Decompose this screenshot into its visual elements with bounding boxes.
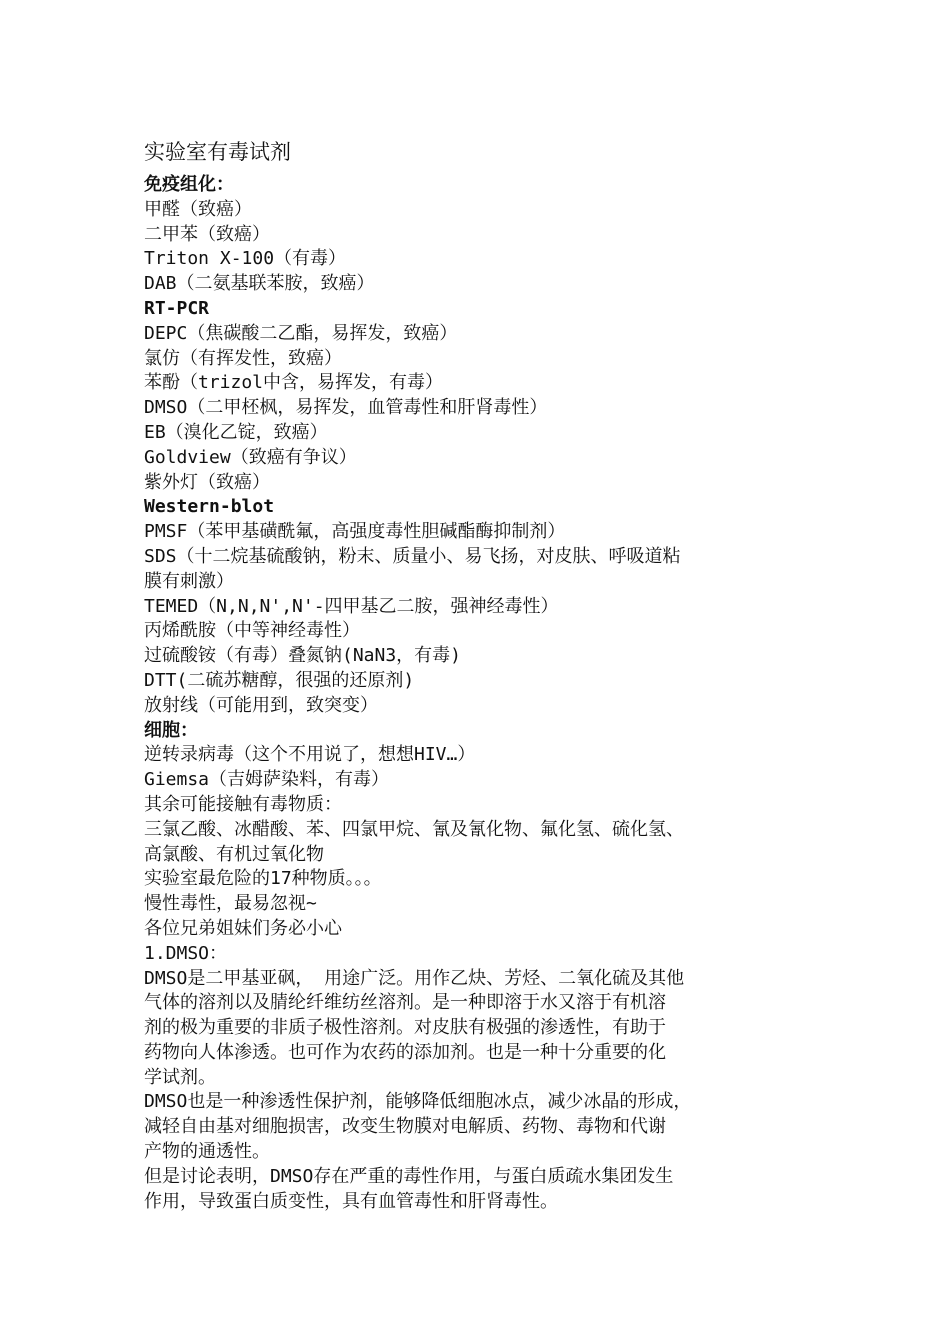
text-line: 紫外灯（致癌） — [144, 471, 270, 493]
text-line: 膜有刺激） — [144, 570, 234, 592]
section-heading: RT-PCR — [144, 297, 210, 319]
text-line: 药物向人体渗透。也可作为农药的添加剂。也是一种十分重要的化 — [144, 1041, 666, 1063]
text-line: DAB（二氨基联苯胺，致癌） — [144, 273, 375, 295]
text-line: 学试剂。 — [144, 1066, 216, 1088]
text-line: EB（溴化乙锭，致癌） — [144, 421, 328, 443]
text-line: TEMED（N,N,N',N'-四甲基乙二胺，强神经毒性） — [144, 595, 559, 617]
text-line: 氯仿（有挥发性，致癌） — [144, 347, 342, 369]
text-line: 逆转录病毒（这个不用说了，想想HIV…） — [144, 744, 476, 766]
text-line: 各位兄弟姐妹们务必小心 — [144, 917, 342, 939]
section-heading: Western-blot — [144, 496, 275, 518]
text-line: 产物的通透性。 — [144, 1141, 270, 1163]
text-line: 作用，导致蛋白质变性，具有血管毒性和肝肾毒性。 — [144, 1190, 558, 1212]
text-line: DMSO也是一种渗透性保护剂，能够降低细胞冰点，减少冰晶的形成， — [144, 1091, 692, 1113]
text-line: 过硫酸铵（有毒）叠氮钠(NaN3，有毒) — [144, 645, 462, 667]
text-line: 苯酚（trizol中含，易挥发，有毒） — [144, 372, 444, 394]
text-line: 其余可能接触有毒物质： — [144, 793, 342, 815]
text-line: 三氯乙酸、冰醋酸、苯、四氯甲烷、氰及氰化物、氟化氢、硫化氢、 — [144, 818, 684, 840]
document-title: 实验室有毒试剂 — [144, 140, 291, 164]
text-line: Goldview（致癌有争议） — [144, 446, 357, 468]
text-line: 实验室最危险的17种物质。。。 — [144, 868, 382, 890]
text-line: 丙烯酰胺（中等神经毒性） — [144, 620, 360, 642]
text-line: 剂的极为重要的非质子极性溶剂。对皮肤有极强的渗透性，有助于 — [144, 1017, 666, 1039]
text-line: 放射线（可能用到，致突变） — [144, 694, 378, 716]
text-line: Giemsa（吉姆萨染料，有毒） — [144, 769, 390, 791]
text-line: DTT(二硫苏糖醇，很强的还原剂) — [144, 669, 415, 691]
text-line: 二甲苯（致癌） — [144, 223, 270, 245]
section-heading: 细胞： — [144, 719, 198, 741]
text-line: 甲醛（致癌） — [144, 198, 252, 220]
text-line: PMSF（苯甲基磺酰氟，高强度毒性胆碱酯酶抑制剂） — [144, 521, 566, 543]
text-line: 减轻自由基对细胞损害，改变生物膜对电解质、药物、毒物和代谢 — [144, 1116, 666, 1138]
section-heading: 免疫组化： — [144, 174, 234, 195]
text-line: DEPC（焦碳酸二乙酯，易挥发，致癌） — [144, 322, 458, 344]
text-line: 慢性毒性，最易忽视~ — [144, 893, 317, 915]
text-line: SDS（十二烷基硫酸钠，粉末、质量小、易飞扬，对皮肤、呼吸道粘 — [144, 545, 681, 567]
text-line: 但是讨论表明，DMSO存在严重的毒性作用，与蛋白质疏水集团发生 — [144, 1165, 674, 1187]
text-line: Triton X-100（有毒） — [144, 248, 347, 270]
text-line: 气体的溶剂以及腈纶纤维纺丝溶剂。是一种即溶于水又溶于有机溶 — [144, 992, 666, 1014]
text-line: 1.DMSO： — [144, 942, 228, 964]
text-line: DMSO是二甲基亚砜， 用途广泛。用作乙炔、芳烃、二氧化硫及其他 — [144, 967, 685, 989]
text-line: 高氯酸、有机过氧化物 — [144, 843, 324, 865]
text-line: DMSO（二甲柸枫，易挥发，血管毒性和肝肾毒性） — [144, 397, 548, 419]
document-body — [144, 173, 844, 1214]
